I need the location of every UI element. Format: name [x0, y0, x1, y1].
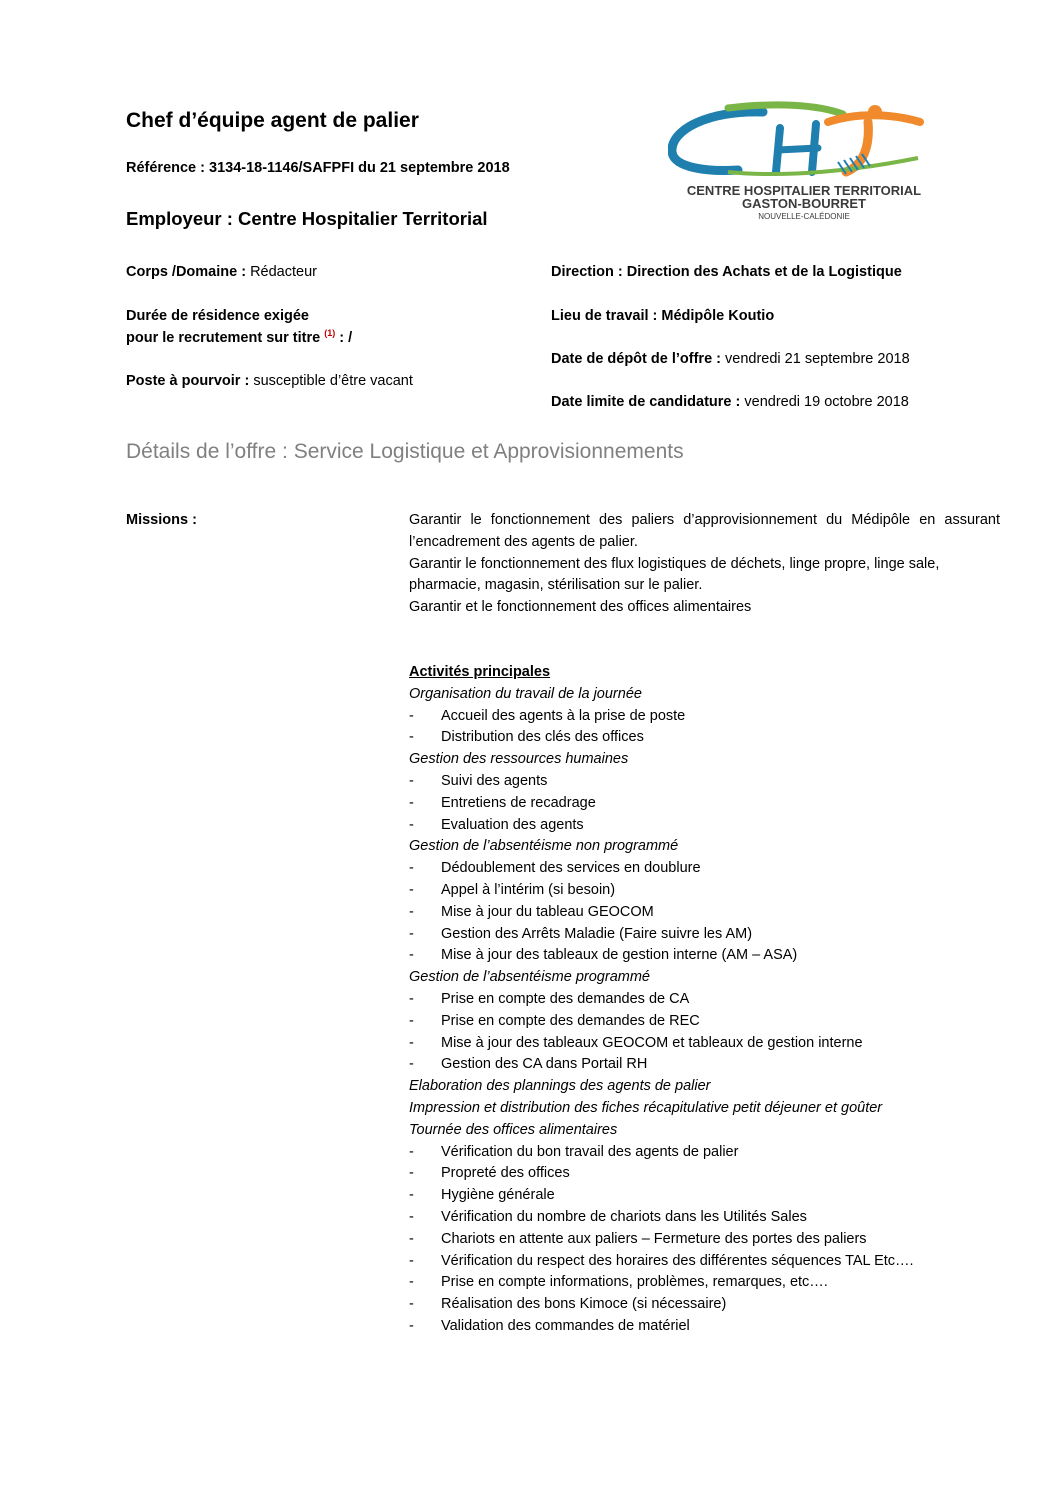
bullet-dash: -	[409, 925, 414, 942]
activity-item-text: Propreté des offices	[441, 1165, 570, 1182]
limite-field	[551, 394, 909, 410]
mission-paragraph: Garantir le fonctionnement des flux logistiques de déchets, linge propre, linge sale,	[409, 555, 940, 572]
activity-item	[409, 1251, 1009, 1273]
corps-label: Corps /Domaine :	[126, 264, 247, 280]
activity-item-text: Prise en compte des demandes de CA	[441, 990, 690, 1007]
activities-list	[409, 684, 1009, 1338]
depot-field	[551, 351, 910, 367]
activity-section: Gestion des ressources humaines	[409, 751, 629, 768]
logo-t-stem	[846, 122, 868, 172]
limite-label: Date limite de candidature :	[551, 394, 741, 410]
activity-item	[409, 1207, 1009, 1229]
activity-section: Organisation du travail de la journée	[409, 685, 642, 702]
activity-item-text: Appel à l’intérim (si besoin)	[441, 881, 616, 898]
logo-line-3: NOUVELLE-CALÉDONIE	[758, 212, 850, 221]
corps-field	[126, 264, 317, 280]
lieu-field	[551, 308, 774, 324]
depot-label: Date de dépôt de l’offre :	[551, 351, 721, 367]
direction-label: Direction :	[551, 264, 623, 280]
activity-item	[409, 1272, 1009, 1294]
lieu-label: Lieu de travail :	[551, 308, 658, 324]
activity-item	[409, 902, 1009, 924]
activities-block	[409, 662, 1009, 1338]
poste-field	[126, 373, 413, 389]
activity-item	[409, 1033, 1009, 1055]
limite-value: vendredi 19 octobre 2018	[744, 394, 909, 410]
bullet-dash: -	[409, 1187, 414, 1204]
employer: Employeur : Centre Hospitalier Territorial	[126, 208, 488, 229]
logo-h-right	[812, 124, 816, 172]
missions-text	[409, 510, 1000, 619]
bullet-dash: -	[409, 1143, 414, 1160]
bullet-dash: -	[409, 1230, 414, 1247]
bullet-dash: -	[409, 1034, 414, 1051]
bullet-dash: -	[409, 1165, 414, 1182]
activity-item-text: Prise en compte des demandes de REC	[441, 1012, 700, 1029]
activity-section: Gestion de l’absentéisme non programmé	[409, 838, 679, 855]
activity-item-text: Validation des commandes de matériel	[441, 1317, 690, 1334]
missions-label: Missions :	[126, 512, 197, 528]
cht-logo	[668, 100, 940, 225]
activity-item	[409, 793, 1009, 815]
bullet-dash: -	[409, 729, 414, 746]
activity-item-text: Suivi des agents	[441, 772, 548, 789]
duree-label-1: Durée de résidence exigée	[126, 308, 309, 324]
bullet-dash: -	[409, 707, 414, 724]
bullet-dash: -	[409, 860, 414, 877]
logo-line-2: GASTON-BOURRET	[742, 196, 866, 211]
bullet-dash: -	[409, 772, 414, 789]
activity-item-text: Hygiène générale	[441, 1187, 555, 1204]
duree-field-line2	[126, 328, 352, 346]
activity-section: Gestion de l’absentéisme programmé	[409, 969, 650, 986]
activity-item	[409, 815, 1009, 837]
poste-value: susceptible d’être vacant	[253, 373, 413, 389]
bullet-dash: -	[409, 990, 414, 1007]
bullet-dash: -	[409, 947, 414, 964]
activity-item	[409, 1142, 1009, 1164]
depot-value: vendredi 21 septembre 2018	[725, 351, 910, 367]
mission-paragraph: Garantir et le fonctionnement des offices alimentaires	[409, 599, 752, 616]
activity-item	[409, 1011, 1009, 1033]
details-heading: Détails de l’offre : Service Logistique et Approvisionnements	[126, 440, 684, 463]
activity-item-text: Réalisation des bons Kimoce (si nécessaire)	[441, 1296, 727, 1313]
activity-item-text: Evaluation des agents	[441, 816, 584, 833]
activity-item-text: Vérification du respect des horaires des différentes séquences TAL Etc….	[441, 1252, 914, 1269]
bullet-dash: -	[409, 1252, 414, 1269]
lieu-value: Médipôle Koutio	[661, 308, 775, 324]
mission-paragraph: pharmacie, magasin, stérilisation sur le palier.	[409, 577, 703, 594]
activity-item-text: Mise à jour du tableau GEOCOM	[441, 903, 654, 920]
logo-green-base	[728, 158, 918, 174]
activity-item	[409, 858, 1009, 880]
page-title: Chef d’équipe agent de palier	[126, 109, 419, 132]
activities-heading: Activités principales	[409, 664, 551, 680]
activity-item	[409, 1163, 1009, 1185]
activity-item	[409, 1054, 1009, 1076]
activity-item	[409, 1185, 1009, 1207]
duree-note: (1)	[324, 328, 336, 338]
activity-item-text: Vérification du nombre de chariots dans les Utilités Sales	[441, 1208, 807, 1225]
activity-item-text: Gestion des CA dans Portail RH	[441, 1056, 648, 1073]
mission-paragraph: Garantir le fonctionnement des paliers d’approvisionnement du Médipôle en assurant l’encadrement des agents de palier.	[409, 512, 1000, 550]
logo-line-1: CENTRE HOSPITALIER TERRITORIAL	[686, 183, 922, 198]
activity-item-text: Distribution des clés des offices	[441, 729, 644, 746]
duree-field-line1	[126, 308, 309, 324]
corps-value: Rédacteur	[250, 264, 317, 280]
logo-blue-swoosh	[672, 112, 763, 171]
activity-item	[409, 706, 1009, 728]
bullet-dash: -	[409, 881, 414, 898]
duree-label-2: pour le recrutement sur titre	[126, 329, 321, 346]
bullet-dash: -	[409, 816, 414, 833]
activity-item-text: Gestion des Arrêts Maladie (Faire suivre les AM)	[441, 925, 753, 942]
activity-item	[409, 924, 1009, 946]
activity-section: Tournée des offices alimentaires	[409, 1121, 618, 1138]
activity-item	[409, 1294, 1009, 1316]
activity-item-text: Dédoublement des services en doublure	[441, 860, 701, 877]
activity-item	[409, 1316, 1009, 1338]
bullet-dash: -	[409, 903, 414, 920]
direction-field	[551, 264, 902, 280]
activity-section: Impression et distribution des fiches récapitulative petit déjeuner et goûter	[409, 1099, 883, 1116]
bullet-dash: -	[409, 1012, 414, 1029]
activity-item	[409, 1229, 1009, 1251]
activity-item-text: Prise en compte informations, problèmes, remarques, etc….	[441, 1274, 828, 1291]
activity-item-text: Vérification du bon travail des agents de palier	[441, 1143, 739, 1160]
bullet-dash: -	[409, 1056, 414, 1073]
bullet-dash: -	[409, 1296, 414, 1313]
activity-item	[409, 880, 1009, 902]
bullet-dash: -	[409, 794, 414, 811]
activity-item	[409, 727, 1009, 749]
activity-item-text: Chariots en attente aux paliers – Fermeture des portes des paliers	[441, 1230, 867, 1247]
duree-value: : /	[339, 329, 353, 346]
reference: Référence : 3134-18-1146/SAFPFI du 21 septembre 2018	[126, 160, 510, 176]
direction-value: Direction des Achats et de la Logistique	[626, 264, 902, 280]
bullet-dash: -	[409, 1274, 414, 1291]
activity-item-text: Accueil des agents à la prise de poste	[441, 707, 686, 724]
bullet-dash: -	[409, 1317, 414, 1334]
activity-section: Elaboration des plannings des agents de palier	[409, 1078, 711, 1095]
logo-t-dot	[868, 105, 882, 119]
activity-item	[409, 945, 1009, 967]
activity-item-text: Mise à jour des tableaux de gestion interne (AM – ASA)	[441, 947, 798, 964]
poste-label: Poste à pourvoir :	[126, 373, 250, 389]
activity-item-text: Entretiens de recadrage	[441, 794, 596, 811]
activity-item	[409, 989, 1009, 1011]
bullet-dash: -	[409, 1208, 414, 1225]
activity-item	[409, 771, 1009, 793]
activity-item-text: Mise à jour des tableaux GEOCOM et tableaux de gestion interne	[441, 1034, 863, 1051]
